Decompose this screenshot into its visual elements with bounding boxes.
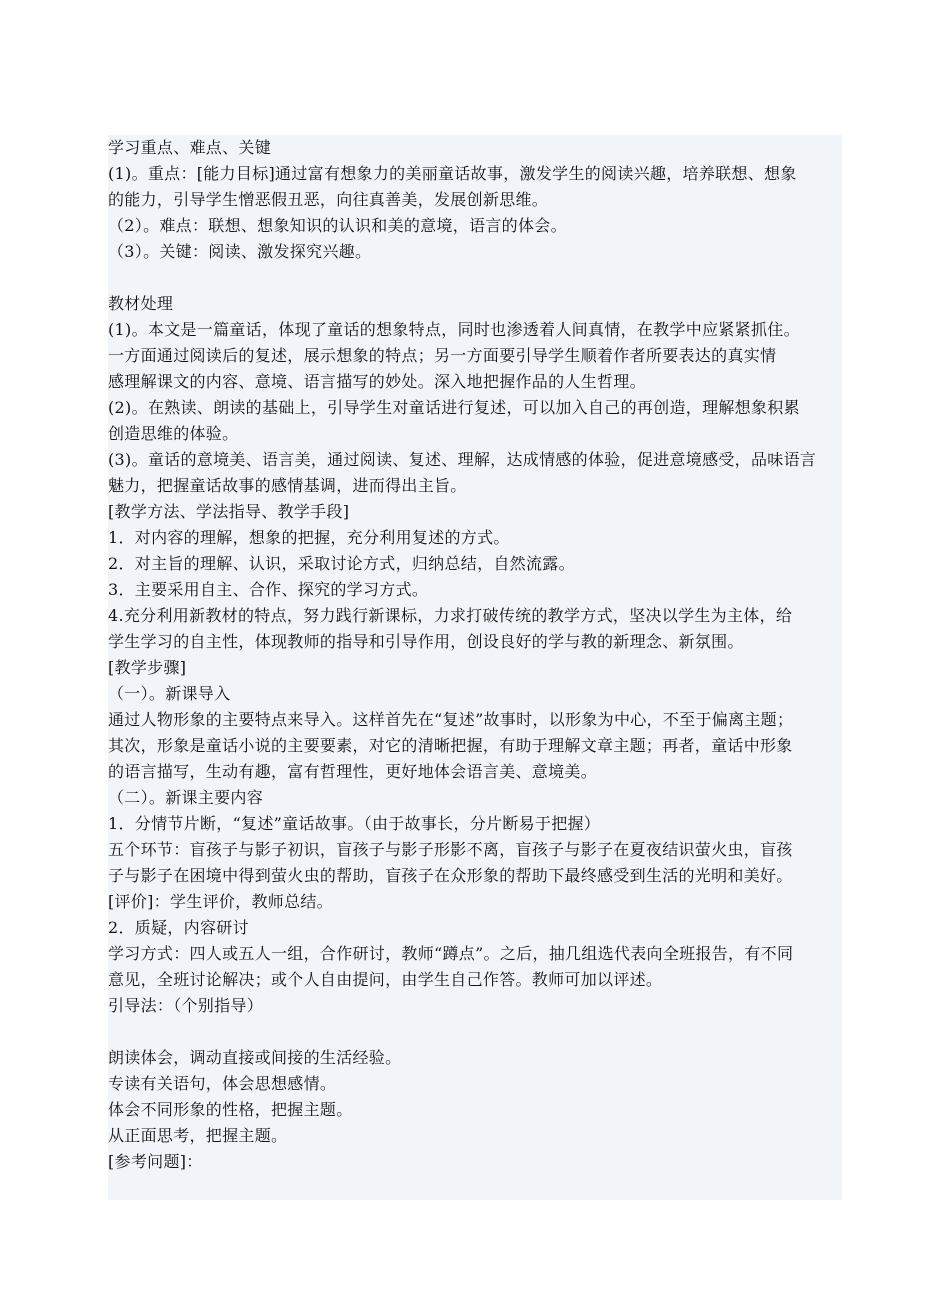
text-line: 体会不同形象的性格，把握主题。	[108, 1100, 353, 1119]
blank-line	[108, 265, 842, 291]
text-line: 意见，全班讨论解决；或个人自由提问，由学生自己作答。教师可加以评述。	[108, 970, 663, 989]
text-line: 子与影子在困境中得到萤火虫的帮助，盲孩子在众形象的帮助下最终感受到生活的光明和美好。	[108, 866, 793, 885]
text-line: 2．对主旨的理解、认识，采取讨论方式，归纳总结，自然流露。	[108, 554, 575, 573]
section-heading: 学习重点、难点、关键	[108, 138, 272, 157]
text-line: (3)。童话的意境美、语言美，通过阅读、复述、理解，达成情感的体验，促进意境感受，品味语言	[108, 450, 817, 469]
text-line: （2）。难点：联想、想象知识的认识和美的意境，语言的体会。	[108, 216, 567, 235]
text-line: (2)。在熟读、朗读的基础上，引导学生对童话进行复述，可以加入自己的再创造，理解想象积累	[108, 398, 800, 417]
text-line: 其次，形象是童话小说的主要要素，对它的清晰把握，有助于理解文章主题；再者，童话中形象	[108, 736, 793, 755]
text-line: 3．主要采用自主、合作、探究的学习方式。	[108, 580, 429, 599]
text-line: 创造思维的体验。	[108, 424, 239, 443]
text-line: 从正面思考，把握主题。	[108, 1126, 288, 1145]
text-line: 引导法：（个别指导）	[108, 996, 264, 1015]
text-line: 五个环节：盲孩子与影子初识，盲孩子与影子形影不离，盲孩子与影子在夏夜结识萤火虫，盲孩	[108, 840, 793, 859]
document-body	[108, 135, 842, 1200]
text-line: 学习方式：四人或五人一组，合作研讨，教师“蹲点”。之后，抽几组选代表向全班报告，有不同	[108, 944, 794, 963]
text-line: 通过人物形象的主要特点来导入。这样首先在“复述”故事时，以形象为中心，不至于偏离主题；	[108, 710, 794, 729]
section-heading: 教材处理	[108, 294, 174, 313]
text-line: （3）。关键：阅读、激发探究兴趣。	[108, 242, 372, 261]
section-heading: [教学步骤]	[108, 658, 187, 677]
section-heading: [参考问题]：	[108, 1152, 203, 1171]
subsection-heading: （二）。新课主要内容	[108, 788, 264, 807]
text-line: 专读有关语句，体会思想感情。	[108, 1074, 337, 1093]
text-line: [评价]：学生评价，教师总结。	[108, 892, 333, 911]
blank-line	[108, 1019, 842, 1045]
text-line: 一方面通过阅读后的复述，展示想象的特点；另一方面要引导学生顺着作者所要表达的真实情	[108, 346, 777, 365]
subsection-heading: （一）。新课导入	[108, 684, 231, 703]
text-line: 2．质疑，内容研讨	[108, 918, 249, 937]
text-line: 朗读体会，调动直接或间接的生活经验。	[108, 1048, 402, 1067]
text-line: 4.充分利用新教材的特点，努力践行新课标，力求打破传统的教学方式，坚决以学生为主体，给	[108, 606, 793, 625]
text-line: 魅力，把握童话故事的感情基调，进而得出主旨。	[108, 476, 467, 495]
text-line: 1．对内容的理解，想象的把握，充分利用复述的方式。	[108, 528, 510, 547]
text-line: 的语言描写，生动有趣，富有哲理性，更好地体会语言美、意境美。	[108, 762, 598, 781]
text-line: 感理解课文的内容、意境、语言描写的妙处。深入地把握作品的人生哲理。	[108, 372, 646, 391]
text-line: (1)。重点：[能力目标]通过富有想象力的美丽童话故事，激发学生的阅读兴趣，培养联想、想象	[108, 164, 797, 183]
text-line: 1．分情节片断，“复述”童话故事。（由于故事长，分片断易于把握）	[108, 814, 601, 833]
section-heading: [教学方法、学法指导、教学手段]	[108, 502, 350, 521]
text-line: 的能力，引导学生憎恶假丑恶，向往真善美，发展创新思维。	[108, 190, 549, 209]
text-line: 学生学习的自主性，体现教师的指导和引导作用，创设良好的学与教的新理念、新氛围。	[108, 632, 744, 651]
text-line: (1)。本文是一篇童话，体现了童话的想象特点，同时也渗透着人间真情，在教学中应紧紧抓住。	[108, 320, 800, 339]
